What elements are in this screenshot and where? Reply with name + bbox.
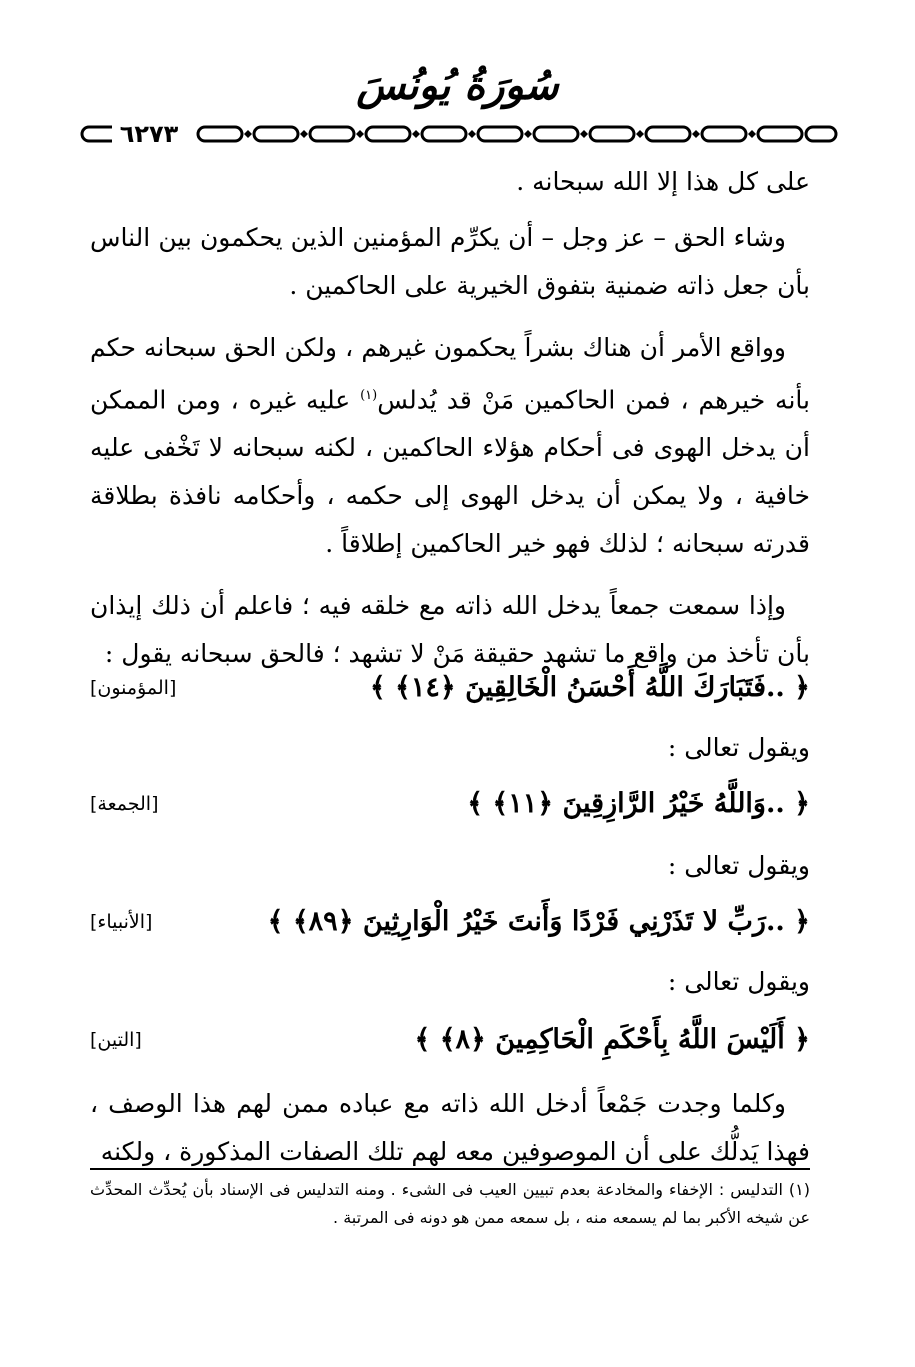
body-text-top	[90, 158, 810, 678]
quran-verse	[90, 664, 810, 712]
paragraph: وإذا سمعت جمعاً يدخل الله ذاته مع خلقه فيه ؛ فاعلم أن ذلك إيذان بأن تأخذ من واقع ما تشهد حقيقة مَنْ لا تشهد ؛ فالحق سبحانه يقول :	[90, 591, 810, 669]
paragraph	[90, 324, 810, 568]
footnote-divider	[90, 1168, 810, 1170]
quran-verse	[90, 1016, 810, 1064]
quran-verse	[90, 898, 810, 946]
body-text-bottom	[90, 1080, 810, 1176]
verse-reference: [الأنبياء]	[90, 911, 153, 933]
verse-text: ﴿ ..فَتَبَارَكَ اللَّهُ أَحْسَنُ الْخَالِقِينَ ﴿١٤﴾ ﴾	[369, 672, 810, 703]
verse-intro: ويقول تعالى :	[667, 851, 810, 880]
chain-ornament-icon	[78, 118, 840, 150]
footnote: (١) التدليس : الإخفاء والمخادعة بعدم تبيين العيب فى الشىء . ومنه التدليس فى الإسناد بأن يُحدِّث المحدِّث عن شيخه الأكبر بما لم يسمعه منه ، بل سمعه ممن هو دونه فى المرتبة .	[90, 1180, 810, 1227]
footnote-marker: (١)	[360, 388, 378, 403]
page-number: ٦٢٧٣	[112, 118, 186, 150]
paragraph: وكلما وجدت جَمْعاً أدخل الله ذاته مع عباده ممن لهم هذا الوصف ، فهذا يَدلُّك على أن الموصوفين معه لهم تلك الصفات المذكورة ، ولكنه	[90, 1089, 810, 1166]
verse-reference: [التين]	[90, 1029, 142, 1051]
quran-verse	[90, 780, 810, 828]
verse-intro: ويقول تعالى :	[667, 733, 810, 762]
verse-intro: ويقول تعالى :	[667, 967, 810, 996]
verse-reference: [المؤمنون]	[90, 677, 177, 699]
surah-title: سُورَةُ يُونُسَ	[356, 62, 559, 109]
verse-text: ﴿ ..رَبِّ لا تَذَرْنِي فَرْدًا وَأَنتَ خَيْرُ الْوَارِثِينَ ﴿٨٩﴾ ﴾	[267, 906, 810, 937]
paragraph: على كل هذا إلا الله سبحانه .	[516, 167, 810, 196]
paragraph-part: وواقع الأمر أن هناك بشراً يحكمون غيرهم ، ولكن الحق سبحانه حكم بأنه خيرهم ، فمن الحاكمين مَنْ قد يُدلس	[90, 333, 810, 415]
verse-reference: [الجمعة]	[90, 793, 159, 815]
paragraph-part: عليه غيره ، ومن الممكن أن يدخل الهوى فى أحكام هؤلاء الحاكمين ، لكنه سبحانه لا تَخْفى عليه خافية ، ولا يمكن أن يدخل الهوى إلى حكمه ، وأحكامه نافذة بطلاقة قدرته سبحانه ؛ لذلك فهو خير الحاكمين إطلاقاً .	[90, 385, 810, 559]
paragraph: وشاء الحق – عز وجل – أن يكرِّم المؤمنين الذين يحكمون بين الناس بأن جعل ذاته ضمنية بتفوق الخيرية على الحاكمين .	[90, 223, 810, 300]
verse-text: ﴿ ..وَاللَّهُ خَيْرُ الرَّازِقِينَ ﴿١١﴾ ﴾	[467, 788, 810, 819]
ornamental-border	[78, 118, 840, 150]
verse-text: ﴿ أَلَيْسَ اللَّهُ بِأَحْكَمِ الْحَاكِمِينَ ﴿٨﴾ ﴾	[414, 1024, 810, 1055]
